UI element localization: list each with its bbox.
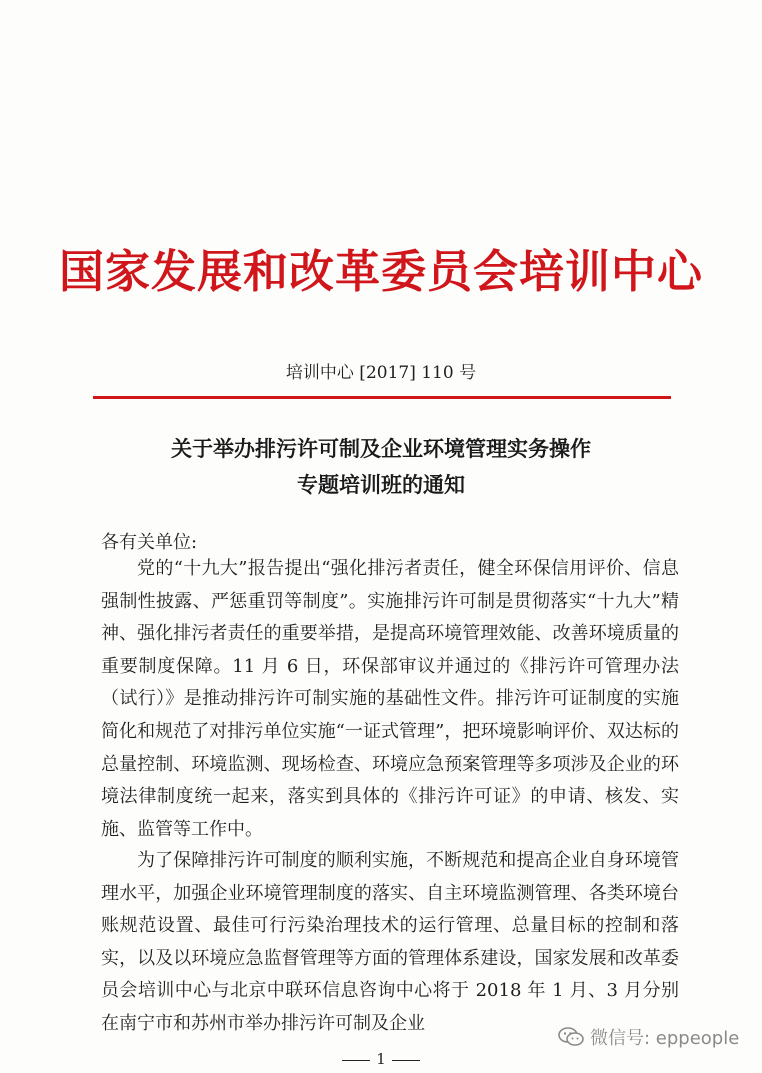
page-number [0,1050,762,1068]
wechat-icon [558,1027,584,1047]
document-number: 培训中心 [2017] 110 号 [285,363,477,383]
watermark-label: 微信号: eppeople [590,1028,740,1049]
notice-headline-line-2: 专题培训班的通知 [297,472,465,497]
salutation: 各有关单位: [101,532,198,553]
notice-headline-line-1: 关于举办排污许可制及企业环境管理实务操作 [171,436,591,461]
body-paragraph-1: 党的“十九大”报告提出“强化排污者责任，健全环保信用评价、信息强制性披露、严惩重罚等制度”。实施排污许可制是贯彻落实“十九大”精神、强化排污者责任的重要举措，是提高环境管理效能、改善环境质量的重要制度保障。11 月 6 日，环保部审议并通过的《排污许可管理办法（试行）》是推动排污许可制实施的基础性文件。排污许可证制度的实施简化和规范了对排污单位实施“一证式管理”，把环境影响评价、双达标的总量控制、环境监测、现场检查、环境应急预案管理等多项涉及企业的环境法律制度统一起来，落实到具体的《排污许可证》的申请、核发、实施、监管等工作中。 [101,558,679,840]
page-number-dash-right [392,1060,420,1061]
body-paragraph-2: 为了保障排污许可制度的顺利实施，不断规范和提高企业自身环境管理水平，加强企业环境管理制度的落实、自主环境监测管理、各类环境台账规范设置、最佳可行污染治理技术的运行管理、总量目标的控制和落实，以及以环境应急监督管理等方面的管理体系建设，国家发展和改革委员会培训中心与北京中联环信息咨询中心将于 2018 年 1 月、3 月分别在南宁市和苏州市举办排污许可制及企业 [101,850,679,1034]
page-number-dash-left [342,1060,370,1061]
wechat-watermark [558,1024,739,1050]
page-number-value: 1 [376,1050,386,1068]
letterhead-divider [93,396,671,399]
letterhead-title: 国家发展和改革委员会培训中心 [58,245,703,298]
